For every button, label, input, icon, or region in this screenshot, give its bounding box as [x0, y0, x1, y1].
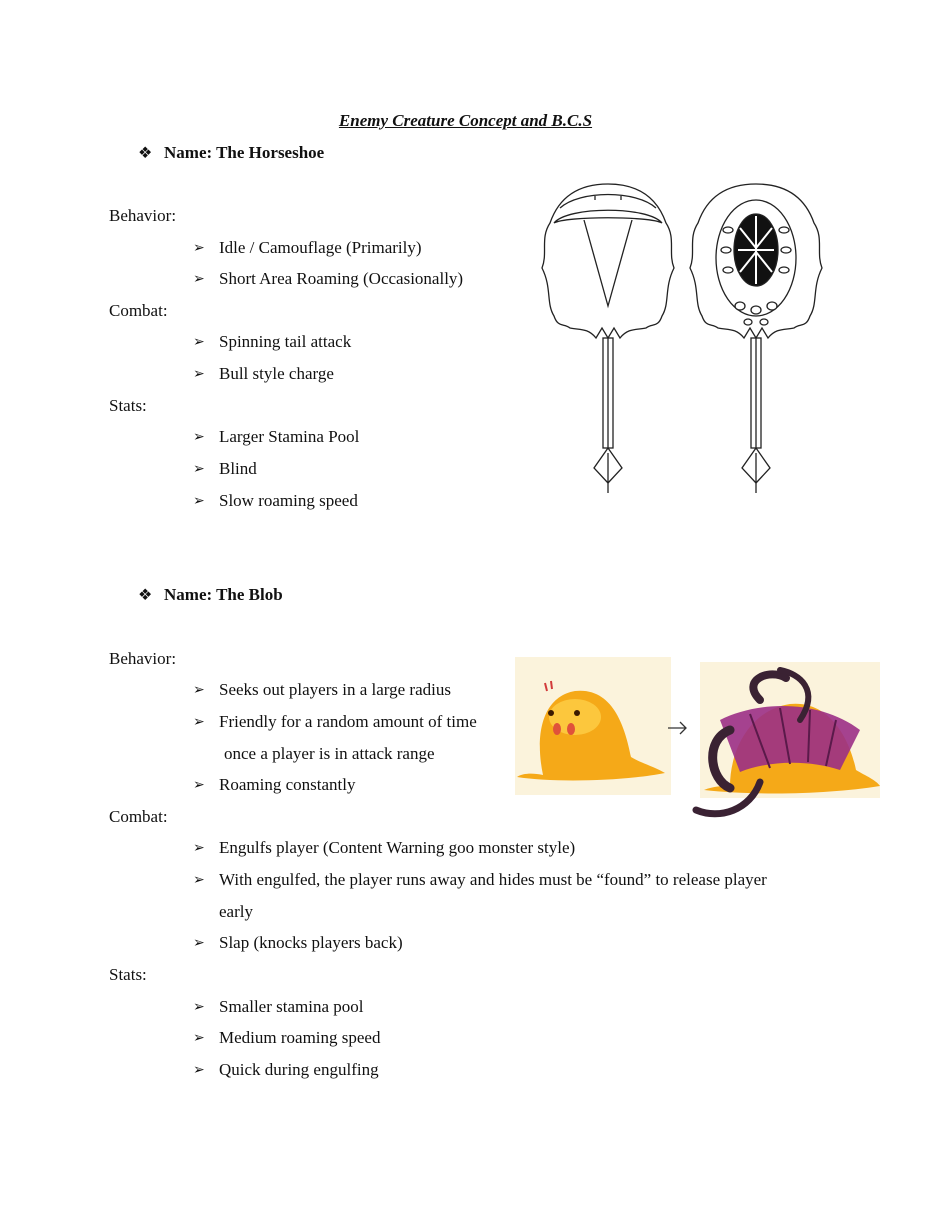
arrow-bullet-icon: ➢ [193, 715, 205, 730]
list-item: ➢ Smaller stamina pool [193, 997, 364, 1016]
arrow-bullet-icon: ➢ [193, 494, 205, 509]
arrow-bullet-icon: ➢ [193, 272, 205, 287]
list-item: ➢ Bull style charge [193, 364, 334, 383]
list-item: ➢ Blind [193, 459, 257, 478]
horseshoe-concept-art [540, 178, 830, 498]
list-item: ➢ Larger Stamina Pool [193, 427, 360, 446]
arrow-bullet-icon: ➢ [193, 873, 205, 888]
blob-friendly-image [515, 657, 671, 795]
diamond-bullet-icon: ❖ [138, 587, 153, 604]
list-item: ➢ Friendly for a random amount of time [193, 712, 477, 731]
arrow-bullet-icon: ➢ [193, 1031, 205, 1046]
arrow-bullet-icon: ➢ [193, 430, 205, 445]
list-item: ➢ Seeks out players in a large radius [193, 680, 451, 699]
arrow-bullet-icon: ➢ [193, 241, 205, 256]
behavior-label: Behavior: [109, 649, 177, 668]
list-item-continuation: once a player is in attack range [224, 744, 435, 763]
stats-label: Stats: [109, 965, 147, 984]
arrow-bullet-icon: ➢ [193, 778, 205, 793]
page-title: Enemy Creature Concept and B.C.S [338, 111, 593, 130]
list-item: ➢ Roaming constantly [193, 775, 356, 794]
blob-engulf-image [690, 660, 882, 828]
list-item: ➢ Short Area Roaming (Occasionally) [193, 269, 464, 288]
stats-label: Stats: [109, 396, 147, 415]
diamond-bullet-icon: ❖ [138, 145, 153, 162]
list-item: ➢ Spinning tail attack [193, 332, 352, 351]
combat-label: Combat: [109, 301, 168, 320]
horseshoe-underside-view [690, 184, 822, 493]
arrow-bullet-icon: ➢ [193, 841, 205, 856]
list-item-continuation: early [219, 902, 253, 921]
list-item: ➢ Quick during engulfing [193, 1060, 379, 1079]
arrow-bullet-icon: ➢ [193, 683, 205, 698]
creature-name-blob: ❖ Name: The Blob [138, 585, 283, 604]
list-item: ➢ Engulfs player (Content Warning goo monster style) [193, 838, 576, 857]
list-item: ➢ Slap (knocks players back) [193, 933, 403, 952]
creature-name-horseshoe: ❖ Name: The Horseshoe [138, 143, 325, 162]
arrow-bullet-icon: ➢ [193, 367, 205, 382]
arrow-bullet-icon: ➢ [193, 462, 205, 477]
combat-label: Combat: [109, 807, 168, 826]
transform-arrow-icon [666, 716, 690, 740]
list-item: ➢ Slow roaming speed [193, 491, 358, 510]
arrow-bullet-icon: ➢ [193, 1000, 205, 1015]
arrow-bullet-icon: ➢ [193, 1063, 205, 1078]
behavior-label: Behavior: [109, 206, 177, 225]
list-item: ➢ Idle / Camouflage (Primarily) [193, 238, 422, 257]
list-item: ➢ Medium roaming speed [193, 1028, 381, 1047]
arrow-bullet-icon: ➢ [193, 335, 205, 350]
list-item: ➢ With engulfed, the player runs away and hides must be “found” to release player [193, 870, 767, 889]
arrow-bullet-icon: ➢ [193, 936, 205, 951]
horseshoe-top-view [542, 184, 674, 493]
